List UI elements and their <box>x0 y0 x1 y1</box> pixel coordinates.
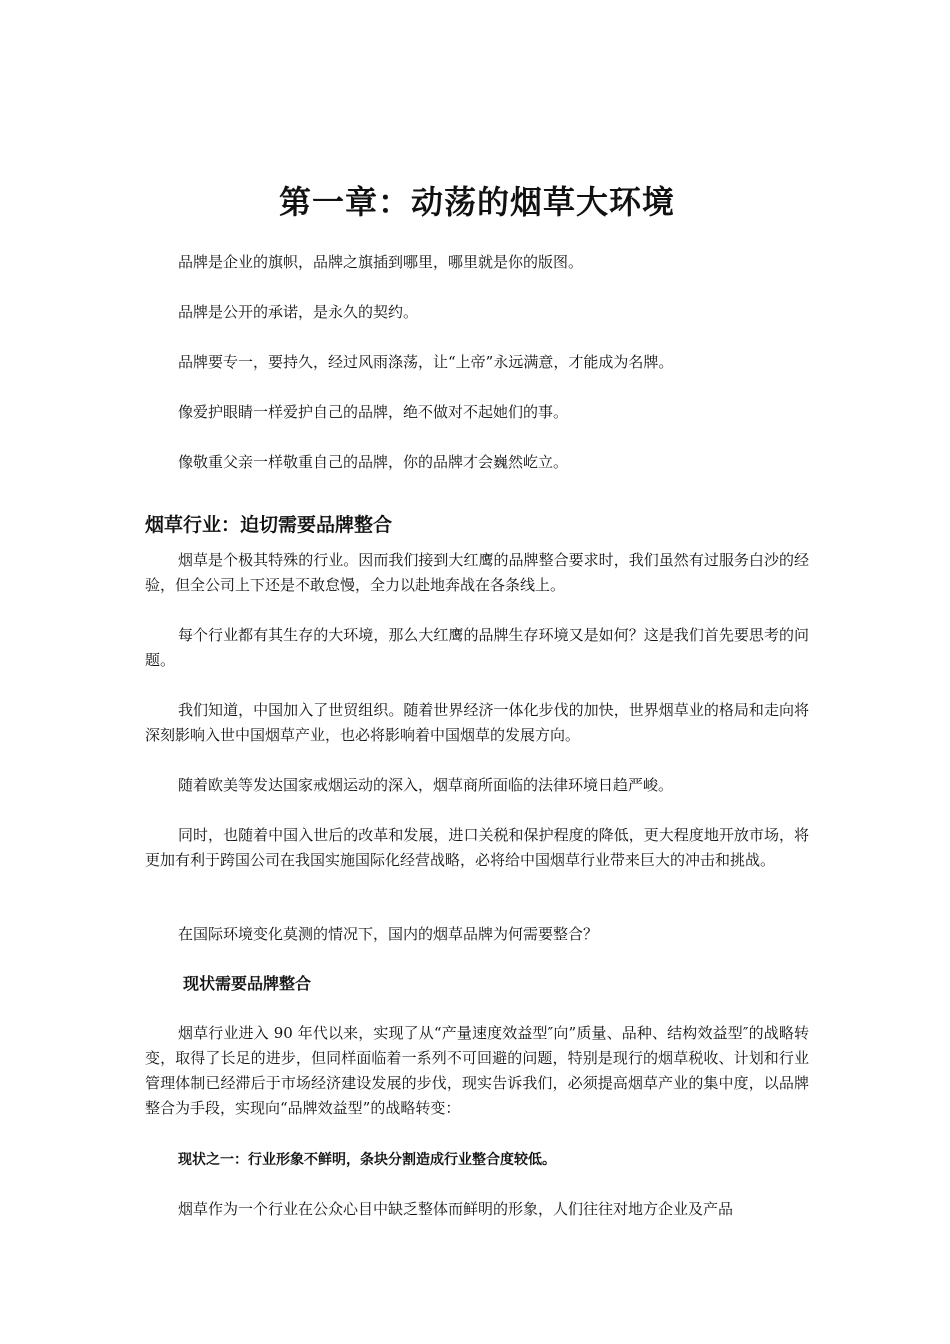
body-paragraph: 烟草作为一个行业在公众心目中缺乏整体而鲜明的形象，人们往往对地方企业及产品 <box>178 1200 734 1218</box>
motto-line: 品牌要专一，要持久，经过风雨涤荡，让“上帝”永远满意，才能成为名牌。 <box>178 353 674 371</box>
motto-line: 像爱护眼睛一样爱护自己的品牌，绝不做对不起她们的事。 <box>178 403 569 421</box>
body-paragraph: 同时，也随着中国入世后的改革和发展，进口关税和保护程度的降低，更大程度地开放市场，将更加有利于跨国公司在我国实施国际化经营战略，必将给中国烟草行业带来巨大的冲击和挑战。 <box>145 826 809 869</box>
point-heading: 现状之一：行业形象不鲜明，条块分割造成行业整合度较低。 <box>178 1152 556 1168</box>
body-paragraph: 我们知道，中国加入了世贸组织。随着世界经济一体化步伐的加快，世界烟草业的格局和走向将深刻影响入世中国烟草产业，也必将影响着中国烟草的发展方向。 <box>145 701 809 744</box>
motto-line: 品牌是企业的旗帜，品牌之旗插到哪里，哪里就是你的版图。 <box>178 253 584 271</box>
body-paragraph: 在国际环境变化莫测的情况下，国内的烟草品牌为何需要整合？ <box>178 925 599 943</box>
section-title: 烟草行业：迫切需要品牌整合 <box>145 514 393 536</box>
body-paragraph: 随着欧美等发达国家戒烟运动的深入，烟草商所面临的法律环境日趋严峻。 <box>178 776 674 794</box>
chapter-title: 第一章：动荡的烟草大环境 <box>278 183 675 221</box>
body-paragraph: 每个行业都有其生存的大环境，那么大红鹰的品牌生存环境又是如何？这是我们首先要思考的问题。 <box>145 626 809 669</box>
body-paragraph: 烟草行业进入 90 年代以来，实现了从“产量速度效益型″向”质量、品种、结构效益型″的战略转变，取得了长足的进步，但同样面临着一系列不可回避的问题，特别是现行的烟草税收、计划和行业管理体制已经滞后于市场经济建设发展的步伐，现实告诉我们，必须提高烟草产业的集中度，以品牌整合为手段，实现向“品牌效益型”的战略转变： <box>145 1024 809 1117</box>
motto-line: 品牌是公开的承诺，是永久的契约。 <box>178 303 419 321</box>
subsection-title: 现状需要品牌整合 <box>183 974 312 993</box>
motto-line: 像敬重父亲一样敬重自己的品牌，你的品牌才会巍然屹立。 <box>178 453 569 471</box>
body-paragraph: 烟草是个极其特殊的行业。因而我们接到大红鹰的品牌整合要求时，我们虽然有过服务白沙的经验，但全公司上下还是不敢怠慢，全力以赴地奔战在各条线上。 <box>145 551 809 594</box>
